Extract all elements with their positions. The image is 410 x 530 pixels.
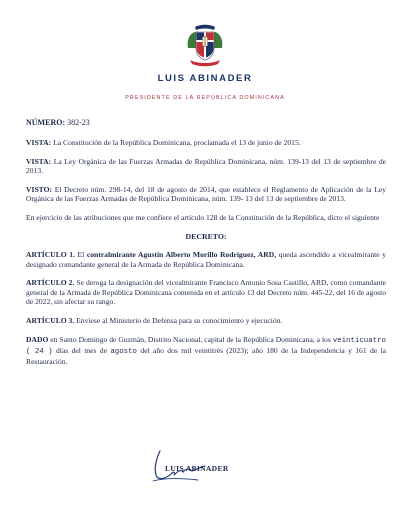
dado-day-number: ( 24 ) bbox=[26, 347, 53, 356]
dado-part2: días del mes de bbox=[55, 345, 107, 355]
articulo-paragraph bbox=[26, 278, 386, 306]
articulo-bold: contralmirante Agustín Alberto Morillo Rodríguez, ARD, bbox=[86, 250, 277, 260]
dado-part3: del año dos mil veintitrés (2023); año 180 de la Independencia y 161 de la Restauración. bbox=[26, 345, 386, 367]
vista-label: VISTA: bbox=[26, 157, 52, 167]
articulo-label: ARTÍCULO 2. bbox=[26, 278, 75, 288]
articulo-paragraph bbox=[26, 250, 386, 269]
decree-number-value: 382-23 bbox=[67, 118, 90, 127]
vista-text: La Ley Orgánica de las Fuerzas Armadas de República Dominicana, núm. 139-13 del 13 de septiembre de 2013. bbox=[26, 157, 386, 176]
decree-body bbox=[26, 118, 386, 376]
dado-day-words: veinticuatro bbox=[332, 336, 386, 345]
dado-paragraph bbox=[26, 335, 386, 367]
signatory-name: LUIS ABINADER bbox=[165, 464, 229, 473]
issuer-name: LUIS ABINADER bbox=[157, 73, 253, 84]
vista-text: El Decreto núm. 298-14, del 18 de agosto de 2014, que establece el Reglamento de Aplicación de la Ley Orgánica de las Fuerzas Armadas de República Dominicana, núm. 139- 13 del 13 de septiembre de 2013. bbox=[26, 185, 387, 204]
articulo-text: queda ascendido a vicealmirante y designado comandante general de la Armada de República Dominicana. bbox=[26, 250, 387, 269]
dado-month: agosto bbox=[110, 347, 137, 356]
articulo-label: ARTÍCULO 3. bbox=[26, 315, 75, 325]
coat-of-arms-seal-icon bbox=[182, 22, 228, 68]
dado-label: DADO bbox=[26, 334, 49, 344]
decree-number bbox=[26, 118, 386, 127]
issuer-title: PRESIDENTE DE LA REPÚBLICA DOMINICANA bbox=[125, 95, 285, 101]
articulo-text: Se deroga la designación del vicealmirante Francisco Antonio Sosa Castillo, ARD, como comandante general de la Armada de República Dominicana contenida en el artículo 13 del Decreto núm. 445-22, del 16 de agosto de 2022, sin afectar su rango. bbox=[26, 278, 386, 307]
vista-label: VISTA: bbox=[26, 138, 52, 148]
articulo-pre: El bbox=[77, 250, 85, 260]
dado-part1: en Santo Domingo de Guzmán, Distrito Nacional, capital de la República Dominicana, a los bbox=[50, 334, 331, 344]
articulo-label: ARTÍCULO 1. bbox=[26, 250, 75, 260]
articulo-text: Envíese al Ministerio de Defensa para su conocimiento y ejecución. bbox=[76, 315, 283, 325]
decree-number-label: NÚMERO: bbox=[26, 118, 66, 127]
vista-label: VISTO: bbox=[26, 185, 53, 195]
vista-paragraph bbox=[26, 185, 386, 204]
vista-paragraph bbox=[26, 157, 386, 176]
articulo-paragraph bbox=[26, 316, 386, 325]
decreto-heading: DECRETO: bbox=[185, 232, 227, 242]
preamble: En ejercicio de las atribuciones que me confiere el artículo 128 de la Constitución de la República, dicto el siguiente bbox=[26, 213, 380, 223]
vista-paragraph bbox=[26, 138, 386, 147]
vista-text: La Constitución de la República Dominicana, proclamada el 13 de junio de 2015. bbox=[53, 138, 301, 148]
